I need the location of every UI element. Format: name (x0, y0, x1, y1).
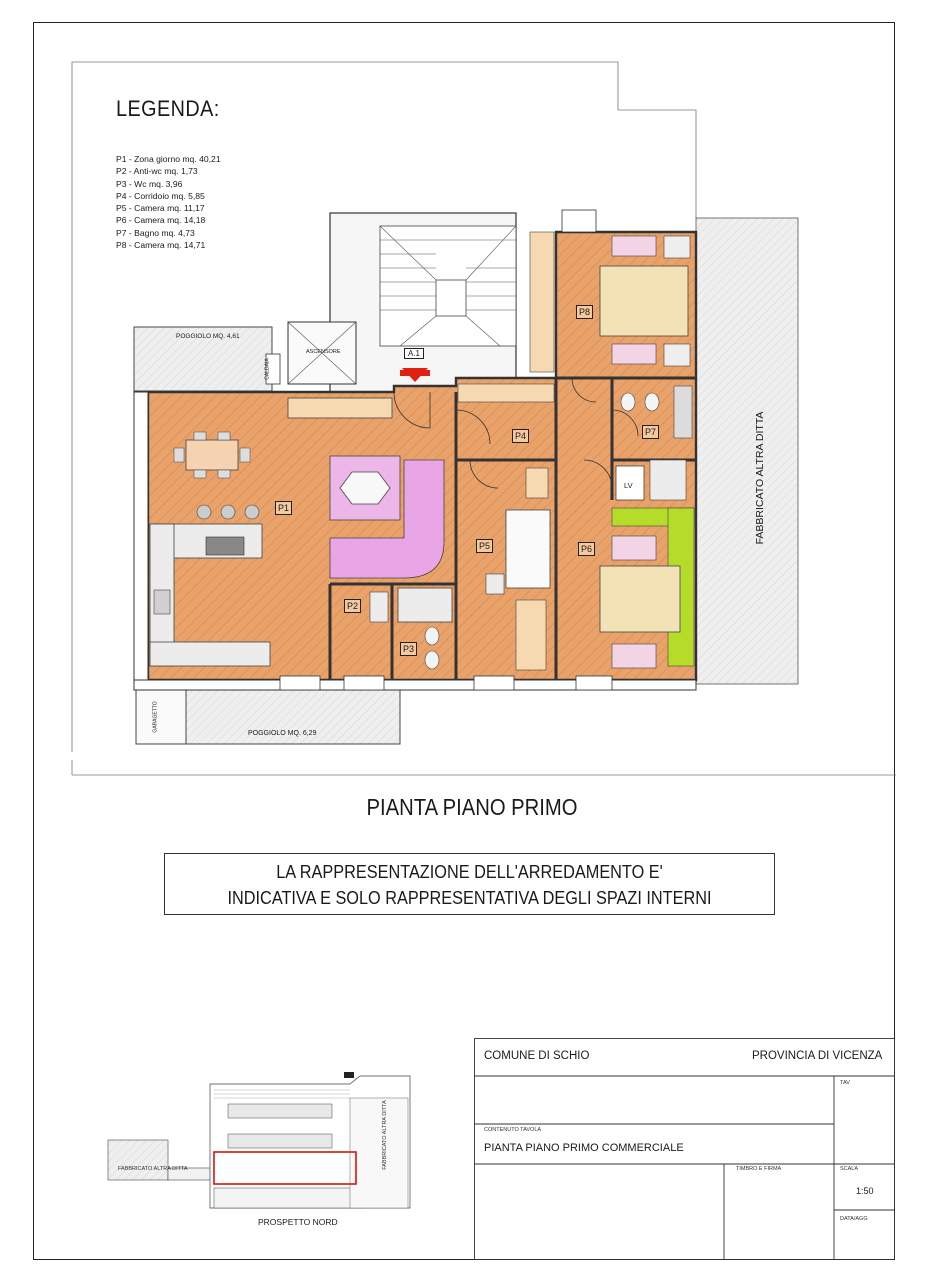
room-label-p3: P3 (400, 642, 417, 656)
bed-p8 (600, 266, 688, 336)
data-label: DATA/AGG (840, 1216, 868, 1222)
legend-item: P3 - Wc mq. 3,96 (116, 178, 183, 189)
timbro-label: TIMBRO E FIRMA (736, 1166, 782, 1172)
elevation-caption: PROSPETTO NORD (258, 1217, 338, 1227)
dining-table (186, 440, 238, 470)
legend-item: P2 - Anti-wc mq. 1,73 (116, 166, 198, 177)
room-label-p6: P6 (578, 542, 595, 556)
bed-p5 (506, 510, 550, 588)
notice-line-1: LA RAPPRESENTAZIONE DELL'ARREDAMENTO E' (276, 861, 663, 882)
notice-line-2: INDICATIVA E SOLO RAPPRESENTATIVA DEGLI SPAZI INTERNI (227, 887, 712, 908)
scala-value: 1:50 (856, 1186, 874, 1196)
neighbour-building (696, 218, 798, 684)
contenuto-caption: CONTENUTO TAVOLA (484, 1127, 542, 1133)
boiler-label: CALDAIA (264, 358, 271, 380)
room-label-p2: P2 (344, 599, 361, 613)
provincia-label: PROVINCIA DI VICENZA (752, 1050, 883, 1062)
balcony-top-label: POGGIOLO MQ. 4,61 (176, 333, 240, 340)
furniture-notice (164, 853, 775, 915)
legend-item: P4 - Corridoio mq. 5,85 (116, 190, 205, 201)
laundry-label: LV (624, 481, 633, 490)
legend-item: P7 - Bagno mq. 4,73 (116, 227, 195, 238)
storage-box (136, 690, 186, 744)
elevation-left-label: FABBRICATO ALTRA DITTA (118, 1166, 188, 1172)
tv-unit (288, 398, 392, 418)
bed-p6 (600, 566, 680, 632)
tav-label: TAV (840, 1080, 850, 1086)
legend-item: P5 - Camera mq. 11,17 (116, 203, 205, 214)
scala-label: SCALA (840, 1166, 859, 1172)
room-label-p5: P5 (476, 539, 493, 553)
legend-item: P8 - Camera mq. 14,71 (116, 240, 206, 251)
legend-item: P1 - Zona giorno mq. 40,21 (116, 154, 221, 164)
legend-title: LEGENDA: (116, 96, 220, 121)
storage-label: GARAGETTO (152, 701, 159, 733)
entrance-label: A.1 (404, 348, 424, 359)
elevation-right-label: FABBRICATO ALTRA DITTA (381, 1100, 388, 1170)
comune-label: COMUNE DI SCHIO (484, 1050, 590, 1062)
contenuto-value: PIANTA PIANO PRIMO COMMERCIALE (484, 1142, 684, 1154)
room-label-p7: P7 (642, 425, 659, 439)
legend-item: P6 - Camera mq. 14,18 (116, 215, 206, 226)
balcony-bottom-label: POGGIOLO MQ. 6,29 (248, 730, 317, 737)
north-elevation (100, 1068, 420, 1214)
room-label-p1: P1 (275, 501, 292, 515)
lift-label: ASCENSORE (306, 349, 341, 355)
room-label-p4: P4 (512, 429, 529, 443)
page-title: PIANTA PIANO PRIMO (366, 794, 578, 820)
room-label-p8: P8 (576, 305, 593, 319)
neighbour-label: FABBRICATO ALTRA DITTA (754, 411, 766, 545)
